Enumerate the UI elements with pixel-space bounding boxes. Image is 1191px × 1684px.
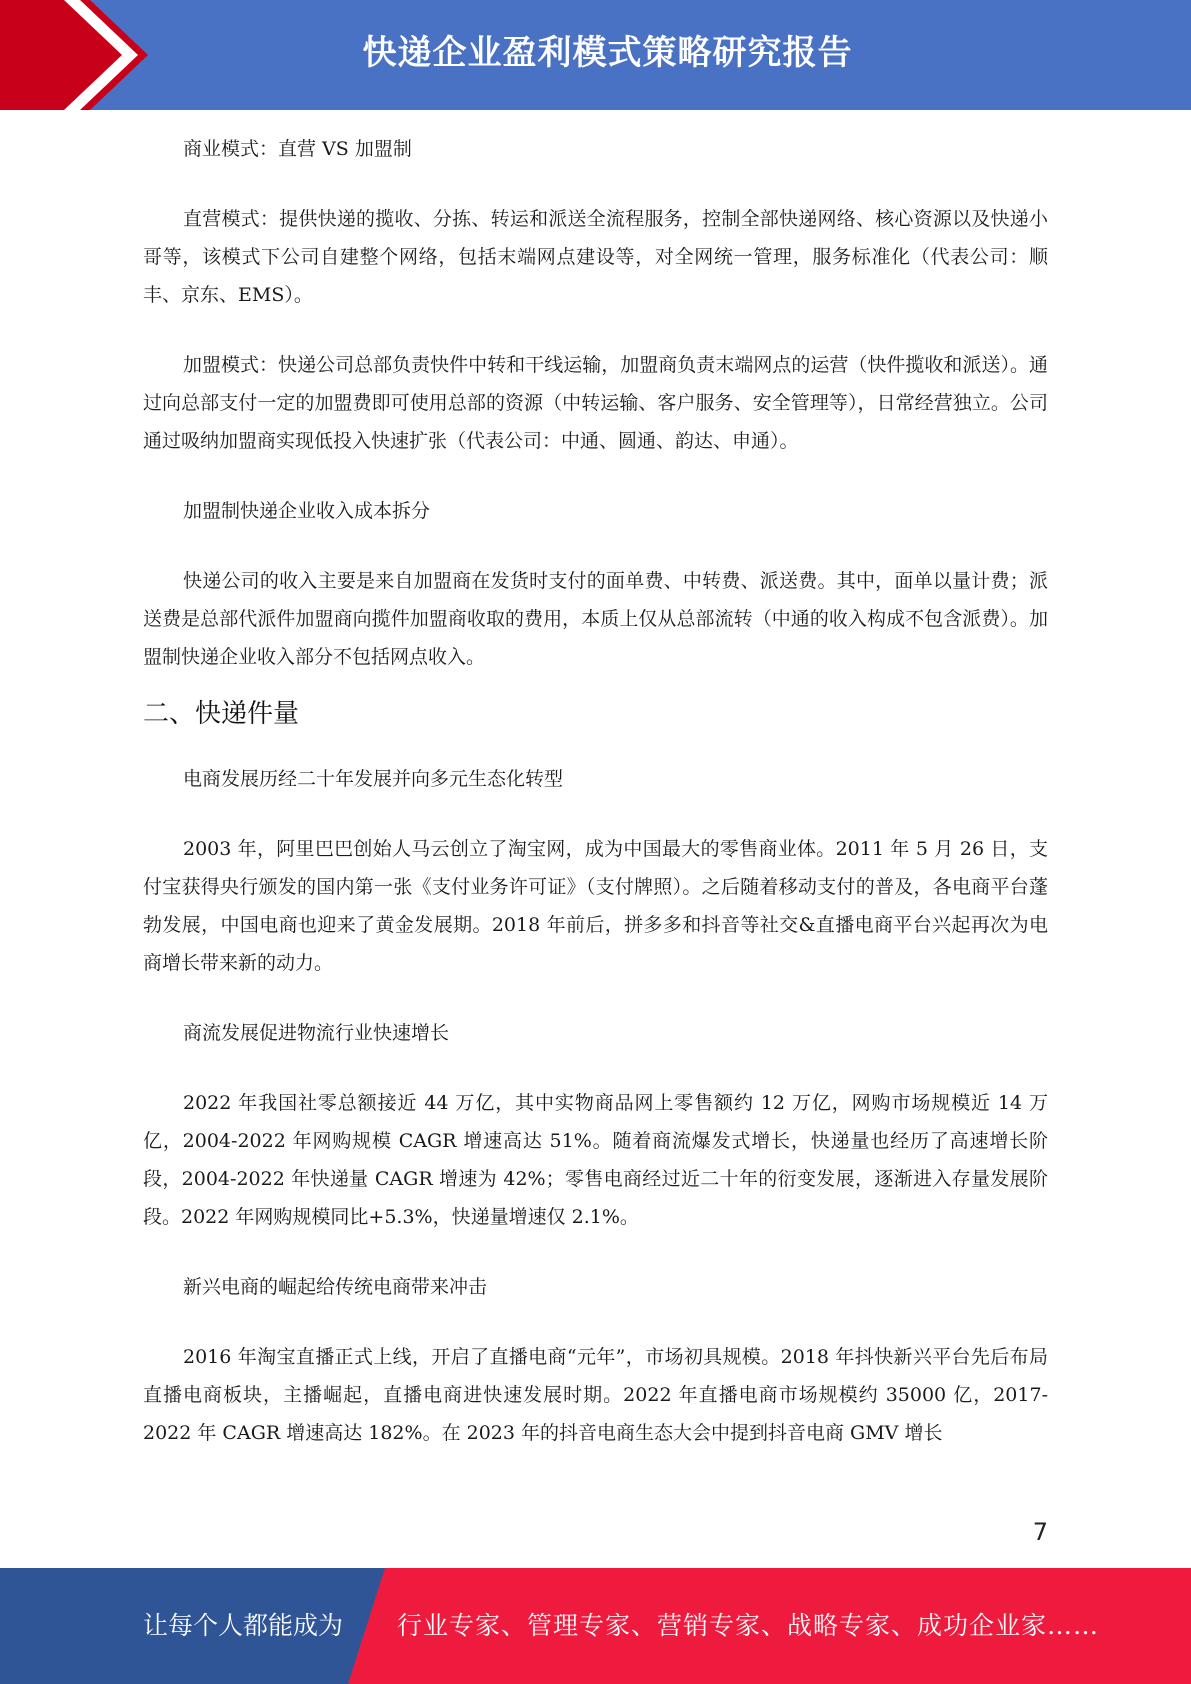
footer-slogan-right: 行业专家、管理专家、营销专家、战略专家、成功企业家…… [397, 1611, 1100, 1640]
footer-slogan-left: 让每个人都能成为 [143, 1611, 344, 1640]
paragraph-ecommerce-history: 2003 年，阿里巴巴创始人马云创立了淘宝网，成为中国最大的零售商业体。2011 年 5 月 26 日，支付宝获得央行颁发的国内第一张《支付业务许可证》（支付牌照）。之后随着移动支付的普及，各电商平台蓬勃发展，中国电商也迎来了黄金发展期。2018 年前后，拼多多和抖音等社交&直播电商平台兴起再次为电商增长带来新的动力。 [143, 838, 1048, 974]
page-footer [0, 1568, 1191, 1684]
subheading-ecommerce-development: 电商发展历经二十年发展并向多元生态化转型 [183, 768, 564, 790]
paragraph-logistics-growth: 2022 年我国社零总额接近 44 万亿，其中实物商品网上零售额约 12 万亿，网购市场规模近 14 万亿，2004-2022 年网购规模 CAGR 增速高达 51%。随着商流爆发式增长，快递量也经历了高速增长阶段，2004-2022 年快递量 CAGR 增速为 42%；零售电商经过近二十年的衍变发展，逐渐进入存量发展阶段。2022 年网购规模同比+5.3%，快递量增速仅 2.1%。 [143, 1092, 1048, 1228]
subheading-logistics-growth: 商流发展促进物流行业快速增长 [183, 1022, 450, 1044]
report-body [143, 130, 1048, 1452]
page-header [0, 0, 1191, 110]
paragraph-revenue: 快递公司的收入主要是来自加盟商在发货时支付的面单费、中转费、派送费。其中，面单以量计费；派送费是总部代派件加盟商向揽件加盟商收取的费用，本质上仅从总部流转（中通的收入构成不包含派费）。加盟制快递企业收入部分不包括网点收入。 [143, 570, 1048, 668]
subheading-revenue-cost: 加盟制快递企业收入成本拆分 [183, 500, 431, 522]
paragraph-live-ecommerce: 2016 年淘宝直播正式上线，开启了直播电商“元年”，市场初具规模。2018 年抖快新兴平台先后布局直播电商板块，主播崛起，直播电商进快速发展时期。2022 年直播电商市场规模约 35000 亿，2017-2022 年 CAGR 增速高达 182%。在 2023 年的抖音电商生态大会中提到抖音电商 GMV 增长 [143, 1346, 1048, 1444]
header-title: 快递企业盈利模式策略研究报告 [362, 33, 853, 73]
paragraph-direct-model: 直营模式：提供快递的揽收、分拣、转运和派送全流程服务，控制全部快递网络、核心资源以及快递小哥等，该模式下公司自建整个网络，包括末端网点建设等，对全网统一管理，服务标准化（代表公司：顺丰、京东、EMS）。 [143, 208, 1048, 306]
paragraph-franchise-model: 加盟模式：快递公司总部负责快件中转和干线运输，加盟商负责末端网点的运营（快件揽收和派送）。通过向总部支付一定的加盟费即可使用总部的资源（中转运输、客户服务、安全管理等），日常经营独立。公司通过吸纳加盟商实现低投入快速扩张（代表公司：中通、圆通、韵达、申通）。 [143, 354, 1048, 452]
subheading-emerging-ecommerce: 新兴电商的崛起给传统电商带来冲击 [183, 1276, 488, 1298]
page-number: 7 [1032, 1518, 1048, 1546]
subheading-business-model: 商业模式：直营 VS 加盟制 [183, 138, 412, 160]
section-heading-volume: 二、快递件量 [143, 699, 300, 729]
